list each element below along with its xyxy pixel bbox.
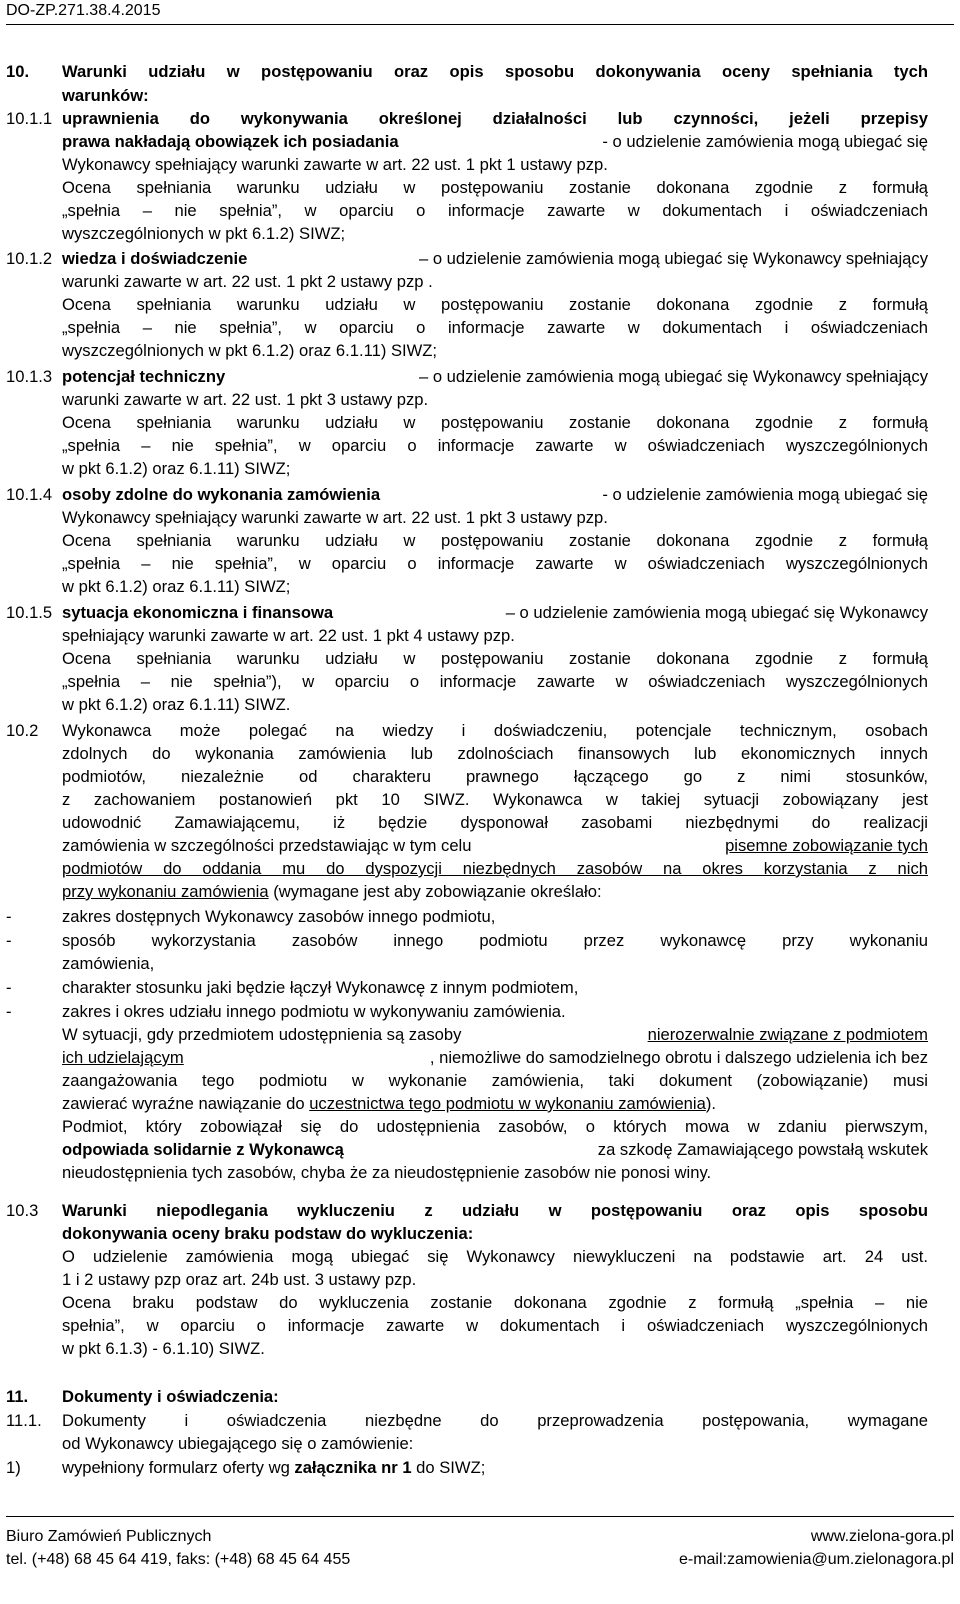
text-line xyxy=(0,339,960,362)
body-text: w pkt 6.1.2) oraz 6.1.11) SIWZ; xyxy=(62,459,291,478)
subsection-number: 11.1. xyxy=(6,1411,42,1430)
body-text: „spełnia – nie spełnia”, w oparciu o informacje zawarte w oświadczeniach wyszczególnionych xyxy=(62,554,928,573)
bold-text: załącznika nr 1 xyxy=(294,1458,412,1477)
footer-phone: tel. (+48) 68 45 64 419, faks: (+48) 68 45 64 455 xyxy=(6,1551,351,1568)
subsection-heading: sytuacja ekonomiczna i finansowa xyxy=(62,603,334,622)
body-text: Ocena spełniania warunku udziału w postępowaniu zostanie dokonana zgodnie z formułą xyxy=(62,178,928,197)
footer-line-1 xyxy=(0,1526,960,1548)
text-line xyxy=(0,1046,960,1069)
list-item-text: zakres i okres udziału innego podmiotu w wykonywaniu zamówienia. xyxy=(62,1002,566,1021)
text-line xyxy=(0,153,960,176)
bullet-dash: - xyxy=(6,978,12,997)
underlined-text: ich udzielającym xyxy=(62,1048,184,1067)
body-text: warunki zawarte w art. 22 ust. 1 pkt 3 ustawy pzp. xyxy=(62,390,429,409)
text-line xyxy=(0,176,960,199)
underlined-text: pisemne zobowiązanie tych xyxy=(725,836,928,855)
body-text: – o udzielenie zamówienia mogą ubiegać się Wykonawcy xyxy=(505,603,928,622)
bullet-dash: - xyxy=(6,1002,12,1021)
text-line xyxy=(0,693,960,716)
body-text: Ocena spełniania warunku udziału w postępowaniu zostanie dokonana zgodnie z formułą xyxy=(62,531,928,550)
subsection-10-1-5-line-1 xyxy=(0,601,960,624)
body-text: Podmiot, który zobowiązał się do udostępnienia zasobów, o których mowa w zdaniu pierwszym, xyxy=(62,1117,928,1136)
section-number: 10. xyxy=(6,62,30,81)
body-text: 1 i 2 ustawy pzp oraz art. 24b ust. 3 ustawy pzp. xyxy=(62,1270,417,1289)
subsection-10-1-2-line-1 xyxy=(0,247,960,270)
text-line xyxy=(0,624,960,647)
body-text: „spełnia – nie spełnia”, w oparciu o informacje zawarte w dokumentach i oświadczeniach xyxy=(62,201,928,220)
body-text: O udzielenie zamówienia mogą ubiegać się Wykonawcy niewykluczeni na podstawie art. 24 ust. xyxy=(62,1247,928,1266)
underlined-text: podmiotów do oddania mu do dyspozycji niezbędnych zasobów na okres korzystania z nich xyxy=(62,859,928,878)
text-line xyxy=(0,1268,960,1291)
list-item xyxy=(0,905,960,928)
text-line xyxy=(0,316,960,339)
text-line xyxy=(0,222,960,245)
list-item-text: zamówienia, xyxy=(62,954,155,973)
text-line xyxy=(0,1291,960,1314)
text-line xyxy=(0,880,960,903)
subsection-heading-cont: dokonywania oceny braku podstaw do wykluczenia: xyxy=(62,1224,474,1243)
text-line xyxy=(0,575,960,598)
section-title: Warunki udziału w postępowaniu oraz opis sposobu dokonywania oceny spełniania tych xyxy=(62,62,928,81)
body-text: W sytuacji, gdy przedmiotem udostępnienia są zasoby xyxy=(62,1025,462,1044)
section-11-title xyxy=(0,1385,960,1408)
bold-text: odpowiada solidarnie z Wykonawcą xyxy=(62,1140,344,1159)
body-text: spełnia”, w oparciu o informacje zawarte w dokumentach i oświadczeniach wyszczególnionych xyxy=(62,1316,928,1335)
body-text: warunki zawarte w art. 22 ust. 1 pkt 2 ustawy pzp . xyxy=(62,272,433,291)
text-line xyxy=(0,857,960,880)
subsection-11-1-line-1 xyxy=(0,1409,960,1432)
text-line xyxy=(0,529,960,552)
subsection-heading: wiedza i doświadczenie xyxy=(62,249,248,268)
subsection-10-1-3-line-1 xyxy=(0,365,960,388)
subsection-heading-cont: prawa nakładają obowiązek ich posiadania xyxy=(62,132,399,151)
body-text: „spełnia – nie spełnia”, w oparciu o informacje zawarte w oświadczeniach wyszczególnionych xyxy=(62,436,928,455)
section-10-title-line-2 xyxy=(0,84,960,107)
footer-line-2 xyxy=(0,1549,960,1571)
subsection-number: 10.1.3 xyxy=(6,367,53,386)
body-text: Wykonawcy spełniający warunki zawarte w art. 22 ust. 1 pkt 3 ustawy pzp. xyxy=(62,508,608,527)
body-text: wyszczególnionych w pkt 6.1.2) oraz 6.1.11) SIWZ; xyxy=(62,341,438,360)
section-10-3-title-line-2 xyxy=(0,1222,960,1245)
body-text: (wymagane jest aby zobowiązanie określało: xyxy=(268,882,602,901)
subsection-number: 10.1.4 xyxy=(6,485,53,504)
body-text: od Wykonawcy ubiegającego się o zamówienie: xyxy=(62,1434,414,1453)
body-text: - o udzielenie zamówienia mogą ubiegać się xyxy=(602,485,928,504)
body-text: Ocena spełniania warunku udziału w postępowaniu zostanie dokonana zgodnie z formułą xyxy=(62,649,928,668)
body-text: wyszczególnionych w pkt 6.1.2) SIWZ; xyxy=(62,224,346,243)
subsection-heading: uprawnienia do wykonywania określonej działalności lub czynności, jeżeli przepisy xyxy=(62,109,928,128)
body-text: do SIWZ; xyxy=(411,1458,486,1477)
text-line xyxy=(0,1245,960,1268)
list-item-cont xyxy=(0,952,960,975)
body-text: zdolnych do wykonania zamówienia lub zdolnościach finansowych lub ekonomicznych innych xyxy=(62,744,928,763)
body-text: Dokumenty i oświadczenia niezbędne do przeprowadzenia postępowania, wymagane xyxy=(62,1411,928,1430)
text-line xyxy=(0,1115,960,1138)
section-10-title-line-1 xyxy=(0,60,960,83)
body-text: - o udzielenie zamówienia mogą ubiegać się xyxy=(602,132,928,151)
text-line xyxy=(0,293,960,316)
subsection-10-1-4-line-1 xyxy=(0,483,960,506)
text-line xyxy=(0,670,960,693)
subsection-heading: potencjał techniczny xyxy=(62,367,226,386)
body-text: w pkt 6.1.3) - 6.1.10) SIWZ. xyxy=(62,1339,265,1358)
underlined-text: nierozerwalnie związane z podmiotem xyxy=(647,1025,928,1044)
body-text: udowodnić Zamawiającemu, iż będzie dysponował zasobami niezbędnymi do realizacji xyxy=(62,813,928,832)
body-text: Wykonawca może polegać na wiedzy i doświadczeniu, potencjale technicznym, osobach xyxy=(62,721,928,740)
list-item-text: zakres dostępnych Wykonawcy zasobów innego podmiotu, xyxy=(62,907,496,926)
bullet-dash: - xyxy=(6,931,12,950)
section-10-3-title-line-1 xyxy=(0,1199,960,1222)
body-text: zaangażowania tego podmiotu w wykonanie zamówienia, taki dokument (zobowiązanie) musi xyxy=(62,1071,928,1090)
body-text: Ocena spełniania warunku udziału w postępowaniu zostanie dokonana zgodnie z formułą xyxy=(62,413,928,432)
body-text: podmiotów, niezależnie od charakteru prawnego łączącego go z nimi stosunków, xyxy=(62,767,928,786)
subsection-number: 10.2 xyxy=(6,721,39,740)
body-text: , niemożliwe do samodzielnego obrotu i dalszego udzielenia ich bez xyxy=(429,1048,928,1067)
body-text: w pkt 6.1.2) oraz 6.1.11) SIWZ; xyxy=(62,577,291,596)
document-id: DO-ZP.271.38.4.2015 xyxy=(6,2,161,19)
body-text: Wykonawcy spełniający warunki zawarte w art. 22 ust. 1 pkt 1 ustawy pzp. xyxy=(62,155,608,174)
list-item xyxy=(0,1000,960,1023)
header-rule xyxy=(6,24,954,25)
body-text: zamówienia w szczególności przedstawiając w tym celu xyxy=(62,836,472,855)
section-number: 11. xyxy=(6,1387,29,1406)
section-title-cont: warunków: xyxy=(62,86,149,105)
body-text: – o udzielenie zamówienia mogą ubiegać się Wykonawcy spełniający xyxy=(418,367,928,386)
text-line xyxy=(0,552,960,575)
body-text: zawierać wyraźne nawiązanie do xyxy=(62,1094,310,1113)
list-number: 1) xyxy=(6,1458,21,1477)
text-line xyxy=(0,1161,960,1184)
text-line xyxy=(0,742,960,765)
body-text: „spełnia – nie spełnia”), w oparciu o informacje zawarte w oświadczeniach wyszczególnionych xyxy=(62,672,928,691)
body-text: wypełniony formularz oferty wg xyxy=(62,1458,295,1477)
text-line xyxy=(0,506,960,529)
text-line xyxy=(0,199,960,222)
text-line xyxy=(0,270,960,293)
subsection-10-1-1-line-1 xyxy=(0,107,960,130)
text-line xyxy=(0,1337,960,1360)
subsection-number: 10.1.5 xyxy=(6,603,53,622)
body-text: spełniający warunki zawarte w art. 22 ust. 1 pkt 4 ustawy pzp. xyxy=(62,626,515,645)
subsection-heading: Warunki niepodlegania wykluczeniu z udziału w postępowaniu oraz opis sposobu xyxy=(62,1201,928,1220)
text-line xyxy=(0,765,960,788)
text-line xyxy=(0,788,960,811)
text-line xyxy=(0,388,960,411)
list-item xyxy=(0,1456,960,1479)
body-text: Ocena spełniania warunku udziału w postępowaniu zostanie dokonana zgodnie z formułą xyxy=(62,295,928,314)
text-line xyxy=(0,647,960,670)
underlined-text: przy wykonaniu zamówienia xyxy=(62,882,269,901)
body-text: w pkt 6.1.2) oraz 6.1.11) SIWZ. xyxy=(62,695,291,714)
text-line xyxy=(0,1023,960,1046)
text-line xyxy=(0,1432,960,1455)
text-line xyxy=(0,1138,960,1161)
list-item xyxy=(0,929,960,952)
footer-email-link[interactable]: e-mail:zamowienia@um.zielonagora.pl xyxy=(678,1551,954,1568)
text-line xyxy=(0,811,960,834)
text-line xyxy=(0,1314,960,1337)
footer-office: Biuro Zamówień Publicznych xyxy=(6,1528,212,1545)
section-10-2-line-1 xyxy=(0,719,960,742)
body-text: Ocena braku podstaw do wykluczenia zostanie dokonana zgodnie z formułą „spełnia – nie xyxy=(62,1293,928,1312)
list-item-text: charakter stosunku jaki będzie łączył Wykonawcę z innym podmiotem, xyxy=(62,978,579,997)
text-line xyxy=(0,434,960,457)
text-line xyxy=(0,457,960,480)
body-text: ). xyxy=(705,1094,716,1113)
text-line xyxy=(0,411,960,434)
subsection-number: 10.1.1 xyxy=(6,109,53,128)
body-text: nieudostępnienia tych zasobów, chyba że za nieudostępnienie zasobów nie ponosi winy. xyxy=(62,1163,712,1182)
body-text: – o udzielenie zamówienia mogą ubiegać się Wykonawcy spełniający xyxy=(418,249,928,268)
body-text: z zachowaniem postanowień pkt 10 SIWZ. Wykonawca w takiej sytuacji zobowiązany jest xyxy=(62,790,928,809)
text-line xyxy=(0,1069,960,1092)
footer-website-link[interactable]: www.zielona-gora.pl xyxy=(810,1528,954,1545)
subsection-number: 10.3 xyxy=(6,1201,39,1220)
subsection-number: 10.1.2 xyxy=(6,249,53,268)
list-item-text: sposób wykorzystania zasobów innego podmiotu przez wykonawcę przy wykonaniu xyxy=(62,931,928,950)
list-item xyxy=(0,976,960,999)
text-line xyxy=(0,1092,960,1115)
text-line xyxy=(0,834,960,857)
body-text: „spełnia – nie spełnia”, w oparciu o informacje zawarte w dokumentach i oświadczeniach xyxy=(62,318,928,337)
footer-rule xyxy=(6,1516,954,1517)
section-title: Dokumenty i oświadczenia: xyxy=(62,1387,279,1406)
subsection-heading: osoby zdolne do wykonania zamówienia xyxy=(62,485,381,504)
subsection-10-1-1-line-2 xyxy=(0,130,960,153)
underlined-text: uczestnictwa tego podmiotu w wykonaniu zamówienia xyxy=(309,1094,706,1113)
body-text: za szkodę Zamawiającego powstałą wskutek xyxy=(597,1140,928,1159)
bullet-dash: - xyxy=(6,907,12,926)
